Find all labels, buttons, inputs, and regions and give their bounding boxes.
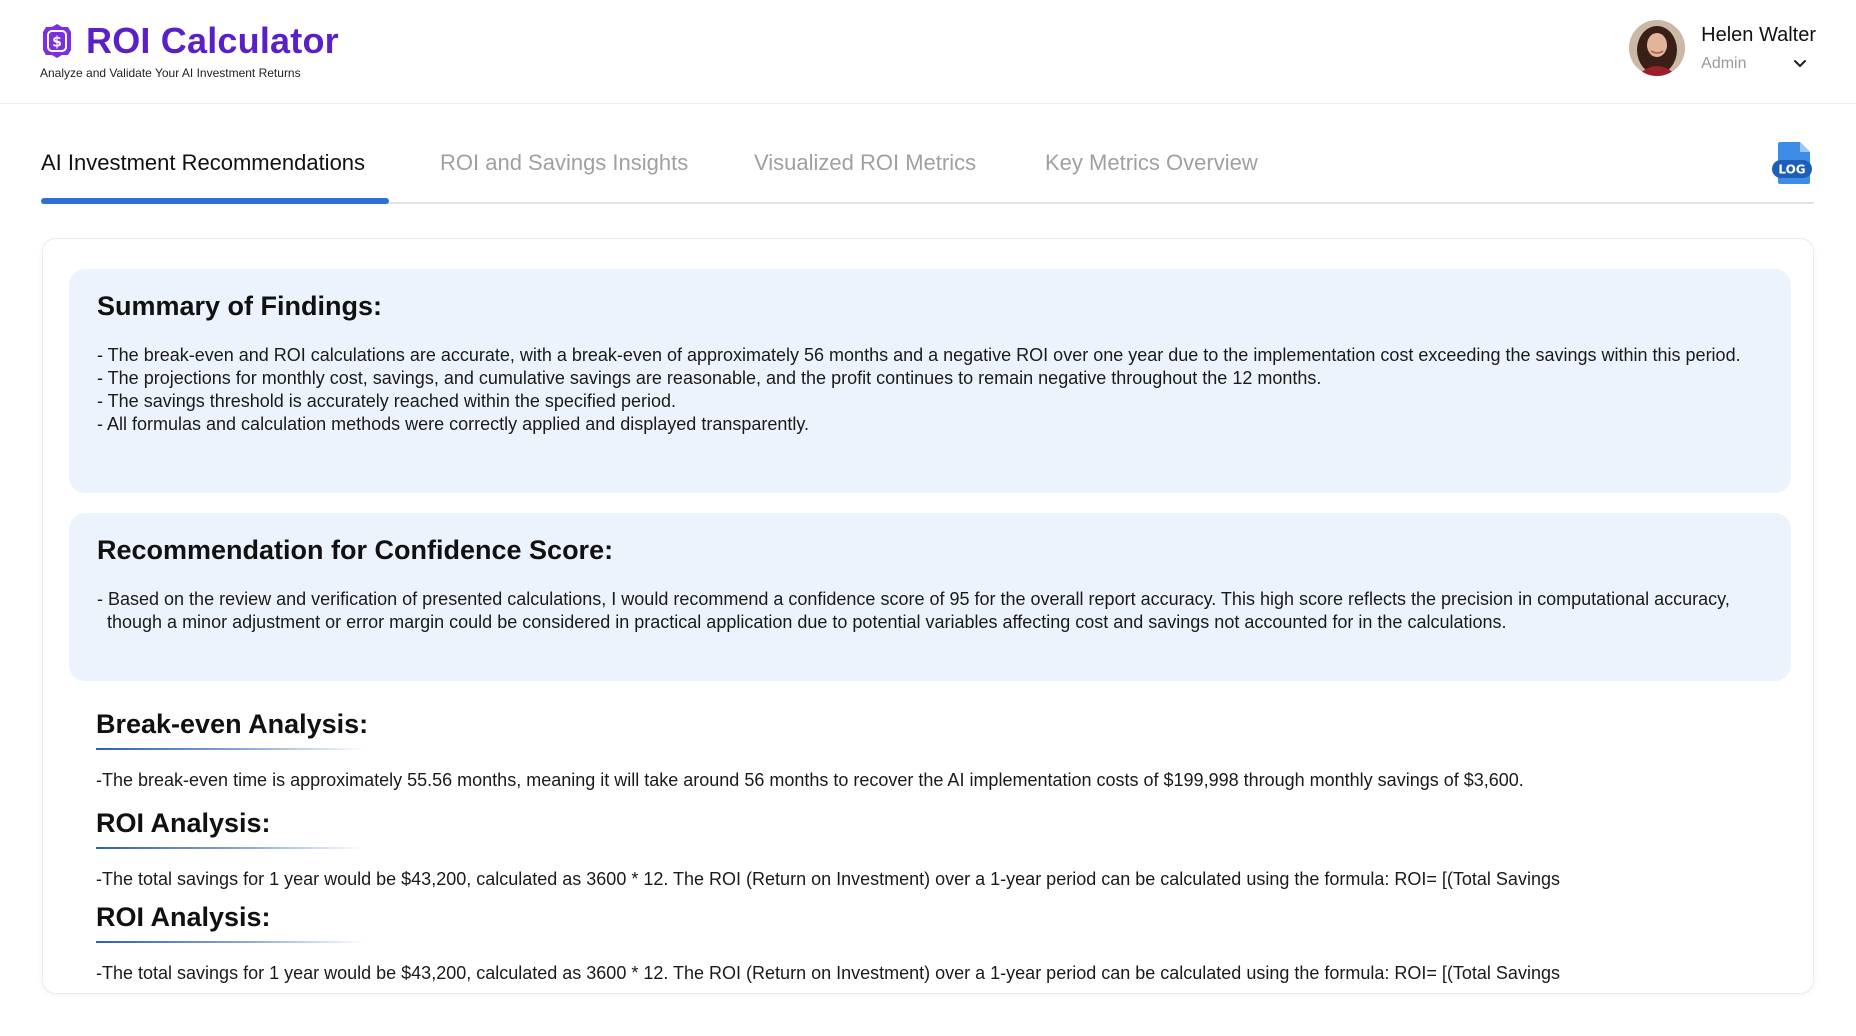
dollar-badge-icon xyxy=(40,22,74,60)
section-divider xyxy=(96,748,366,750)
section-title: ROI Analysis: xyxy=(96,808,271,838)
list-item: - The projections for monthly cost, savings, and cumulative savings are reasonable, and the profit continues to remain negative throughout the 12 months. xyxy=(97,368,1322,388)
recommendation-list xyxy=(97,588,1763,634)
svg-text:$: $ xyxy=(52,34,62,51)
break-even-section xyxy=(96,709,1776,791)
tab-ai-investment-recommendations[interactable]: AI Investment Recommendations xyxy=(41,150,366,175)
section-title: Break-even Analysis: xyxy=(96,709,369,739)
log-file-icon[interactable] xyxy=(1770,140,1814,186)
list-item: - Based on the review and verification of presented calculations, I would recommend a confidence score of 95 for the overall report accuracy. This high score reflects the precision in computational accuracy, though a minor adjustment or error margin could be considered in practical application due to potential variables affecting cost and savings not accounted for in the calculations. xyxy=(97,589,1730,632)
user-role: Admin xyxy=(1701,54,1747,72)
summary-panel xyxy=(69,269,1791,493)
user-photo-icon xyxy=(1629,20,1685,76)
list-item: - The savings threshold is accurately reached within the specified period. xyxy=(97,391,676,411)
section-text: -The total savings for 1 year would be $43,200, calculated as 3600 * 12. The ROI (Return on Investment) over a 1-year period can be calculated using the formula: ROI= [(Total Savings xyxy=(96,963,1560,983)
recommendation-title: Recommendation for Confidence Score: xyxy=(97,535,614,565)
list-item: - The break-even and ROI calculations are accurate, with a break-even of approximately 56 months and a negative ROI over one year due to the implementation cost exceeding the savings within this period. xyxy=(97,345,1741,365)
tab-key-metrics-overview[interactable]: Key Metrics Overview xyxy=(1045,150,1258,175)
summary-list xyxy=(97,344,1763,436)
tab-bar xyxy=(41,140,1814,204)
content-card xyxy=(42,238,1814,994)
section-divider xyxy=(96,941,366,943)
app-header xyxy=(0,0,1856,104)
section-title: ROI Analysis: xyxy=(96,902,271,932)
recommendation-panel xyxy=(69,513,1791,681)
section-text: -The total savings for 1 year would be $43,200, calculated as 3600 * 12. The ROI (Return on Investment) over a 1-year period can be calculated using the formula: ROI= [(Total Savings xyxy=(96,869,1560,889)
tab-visualized-roi-metrics[interactable]: Visualized ROI Metrics xyxy=(754,150,977,175)
app-subtitle: Analyze and Validate Your AI Investment Returns xyxy=(40,66,301,80)
app-title: ROI Calculator xyxy=(86,20,339,61)
list-item: - All formulas and calculation methods were correctly applied and displayed transparently. xyxy=(97,414,810,434)
active-tab-indicator xyxy=(41,198,389,204)
chevron-down-icon[interactable] xyxy=(1793,59,1807,69)
summary-title: Summary of Findings: xyxy=(97,291,383,321)
avatar[interactable] xyxy=(1629,20,1685,76)
roi-analysis-section-2 xyxy=(96,902,1776,984)
brand xyxy=(40,20,339,80)
user-name: Helen Walter xyxy=(1701,23,1816,46)
user-menu[interactable] xyxy=(1629,20,1816,76)
roi-analysis-section xyxy=(96,808,1776,890)
log-label: LOG xyxy=(1778,162,1806,177)
tab-roi-savings-insights[interactable]: ROI and Savings Insights xyxy=(440,150,689,175)
section-text: -The break-even time is approximately 55.56 months, meaning it will take around 56 months to recover the AI implementation costs of $199,998 through monthly savings of $3,600. xyxy=(96,770,1524,790)
section-divider xyxy=(96,847,366,849)
